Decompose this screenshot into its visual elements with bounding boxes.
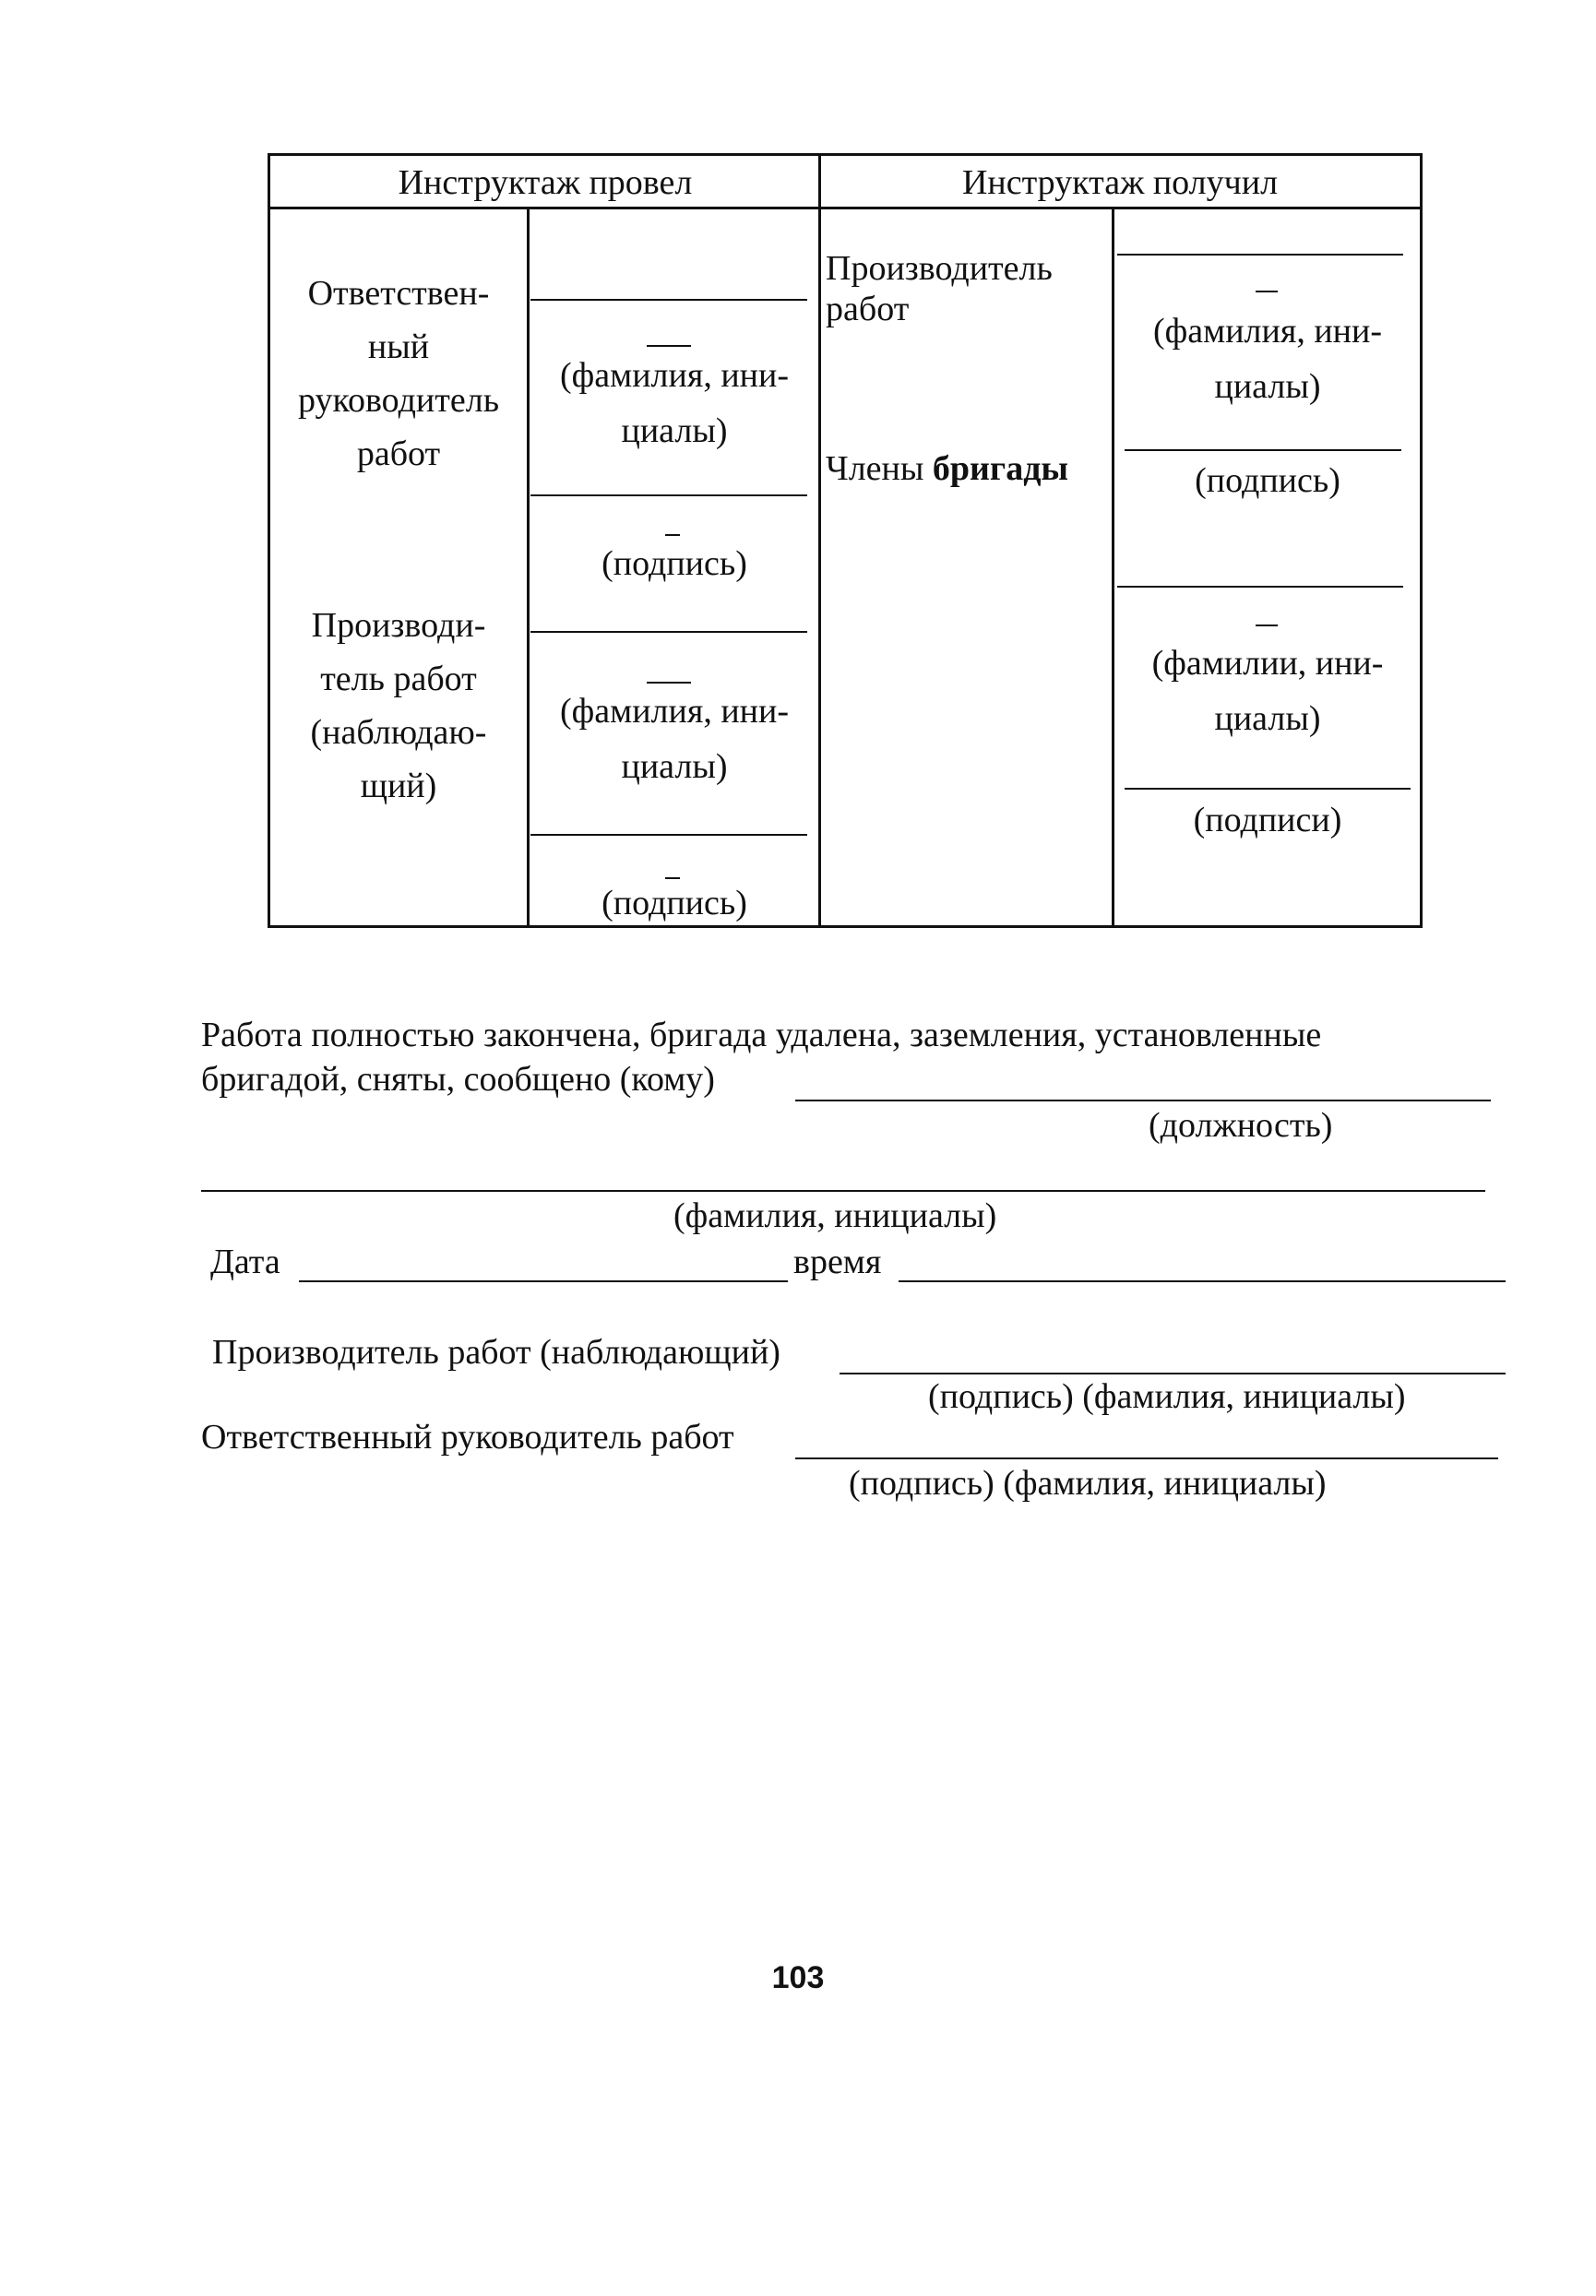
briefing-table xyxy=(268,153,1423,928)
caption-line: циалы) xyxy=(621,411,728,450)
name-line xyxy=(530,631,807,633)
right-subcolumn-divider xyxy=(1112,209,1114,925)
date-label: Дата xyxy=(210,1243,280,1281)
page-number: 103 xyxy=(771,1960,825,1995)
signature-line xyxy=(1125,449,1401,451)
responsible-label: Ответственный руководитель работ xyxy=(201,1418,734,1457)
completion-text-line-1: Работа полностью закончена, бригада удалена, заземления, установленные xyxy=(201,1016,1322,1054)
signature-caption: (подпись) xyxy=(601,544,747,583)
signature-line xyxy=(1125,788,1411,790)
role-line: (наблюдаю- xyxy=(310,713,487,752)
members-prefix: Члены xyxy=(826,449,933,488)
header-received: Инструктаж получил xyxy=(820,156,1420,209)
name-caption xyxy=(529,348,820,458)
name-caption: (фамилия, инициалы) xyxy=(673,1196,997,1235)
producer-label: Производитель работ (наблюдающий) xyxy=(212,1333,780,1372)
caption-line: (фамилия, ини- xyxy=(560,692,789,731)
members-bold: бригады xyxy=(932,449,1069,488)
role-work-producer xyxy=(826,248,1102,329)
role-line: руководитель xyxy=(297,381,500,420)
caption-line: циалы) xyxy=(621,747,728,786)
notified-name-field xyxy=(201,1190,1485,1192)
role-line: щий) xyxy=(360,767,437,805)
name-caption xyxy=(1115,636,1420,746)
name-line xyxy=(1117,586,1403,588)
time-field xyxy=(899,1280,1506,1282)
caption-line: (фамилии, ини- xyxy=(1151,644,1384,683)
signature-line xyxy=(530,494,807,496)
caption-line: (фамилия, ини- xyxy=(560,356,789,395)
dash-mark xyxy=(1256,291,1278,292)
dash-mark xyxy=(647,345,691,347)
header-conducted: Инструктаж провел xyxy=(270,156,820,209)
responsible-signature-field xyxy=(795,1457,1498,1459)
caption-line: циалы) xyxy=(1214,367,1321,406)
date-field xyxy=(299,1280,788,1282)
role-team-members xyxy=(826,442,1102,495)
role-line: Производи- xyxy=(311,606,486,645)
name-line xyxy=(530,299,807,301)
name-caption xyxy=(529,684,820,794)
signature-caption: (подпись) xyxy=(601,884,747,922)
signature-caption: (подпись) xyxy=(1195,461,1340,500)
role-line: Ответствен- xyxy=(307,274,490,313)
caption-line: циалы) xyxy=(1214,699,1321,738)
role-work-producer-observer xyxy=(270,599,527,813)
role-line: Производитель xyxy=(826,249,1053,288)
producer-signature-field xyxy=(840,1373,1506,1374)
name-line xyxy=(1117,254,1403,256)
role-line: тель работ xyxy=(320,660,477,698)
role-responsible-manager xyxy=(270,267,527,481)
position-caption: (должность) xyxy=(1149,1106,1333,1145)
completion-text-line-2: бригадой, сняты, сообщено (кому) xyxy=(201,1060,715,1099)
role-line: работ xyxy=(356,434,441,473)
signature-caption: (подписи) xyxy=(1193,801,1342,839)
name-caption xyxy=(1115,303,1420,414)
time-label: время xyxy=(793,1243,882,1281)
responsible-caption: (подпись) (фамилия, инициалы) xyxy=(849,1464,1327,1503)
dash-mark xyxy=(1256,625,1278,626)
role-line: ный xyxy=(367,327,430,366)
role-line: работ xyxy=(826,290,910,328)
notified-position-field xyxy=(795,1100,1491,1101)
signature-line xyxy=(530,834,807,836)
producer-caption: (подпись) (фамилия, инициалы) xyxy=(928,1377,1406,1416)
caption-line: (фамилия, ини- xyxy=(1153,312,1382,351)
